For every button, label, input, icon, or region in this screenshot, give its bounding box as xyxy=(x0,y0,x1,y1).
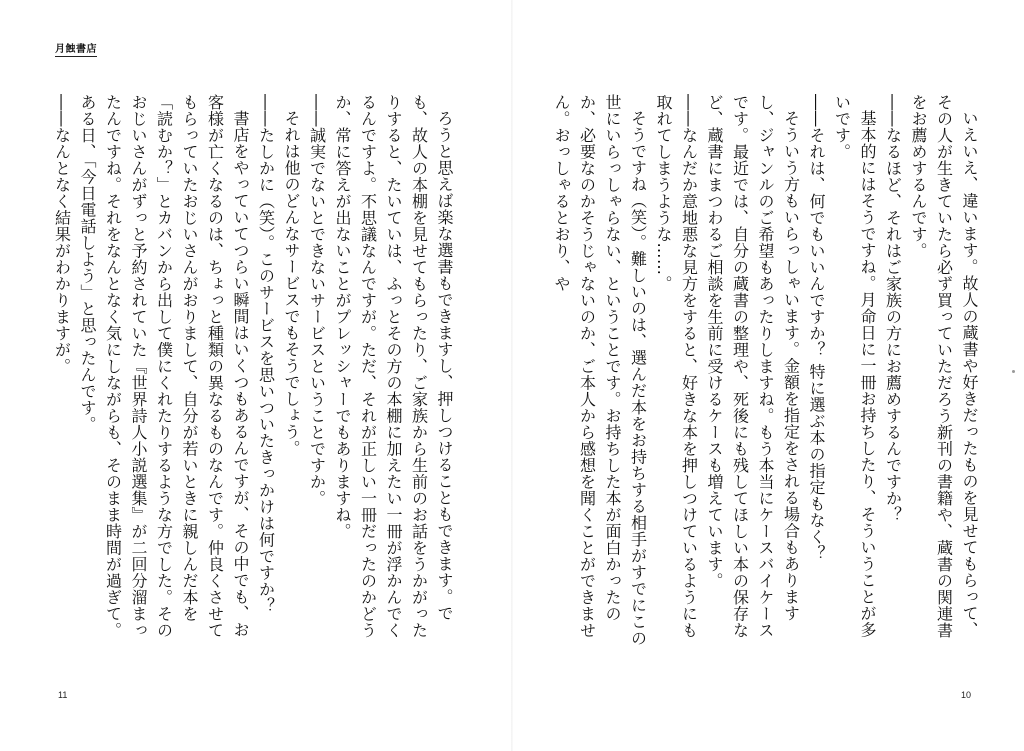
paragraph: 書店をやっていてつらい瞬間はいくつもあるんですが、その中でも、お客様が亡くなるのは、ちょっと種類の異なるものなんです。仲良くさせてもらっていたおじいさんがおりまして、自分が若いときに親しんだ本を「読むか？」とカバンから出して僕にくれたりするような方でした。そのおじいさんがずっと予約されていた『世界詩人小説選集』が二回分溜まったんですね。それをなんとなく気にしながらも、そのまま時間が過ぎて。ある日、「今日電話しよう」と思ったんです。 xyxy=(78,94,250,639)
paragraph: いえいえ、違います。故人の蔵書や好きだったものを見せてもらって、その人が生きていたら必ず買っていただろう新刊の書籍や、蔵書の関連書をお薦めするんです。 xyxy=(909,94,979,639)
left-page-body xyxy=(50,94,457,654)
edge-mark xyxy=(1012,370,1015,373)
right-page xyxy=(512,0,1024,751)
interviewer-question: ――誠実でないとできないサービスということですか。 xyxy=(307,94,327,507)
paragraph: それは他のどんなサービスでもそうでしょう。 xyxy=(282,110,301,457)
interviewer-question: ――なんとなく結果がわかりますが。 xyxy=(52,94,72,375)
interviewer-question: ――たしかに（笑）。このサービスを思いついたきっかけは何ですか？ xyxy=(256,94,276,614)
paragraph: 基本的にはそうですね。月命日に一冊お持ちしたり、そういうことが多いです。 xyxy=(832,94,877,638)
paragraph: そういう方もいらっしゃいます。金額を指定をされる場合もありますし、ジャンルのご希望もあったりしますね。もう本当にケースバイケースです。最近では、自分の蔵書の整理や、死後にも残してほしい本の保存など、蔵書にまつわるご相談を生前に受けるケースも増えています。 xyxy=(705,94,801,639)
interviewer-question: ――それは、何でもいいんですか？ 特に選ぶ本の指定もなく？ xyxy=(807,94,826,562)
paragraph: ろうと思えば楽な選書もできますし、押しつけることもできます。でも、故人の本棚を見せてもらったり、ご家族から生前のお話をうかがったりすると、たいていは、ふっとその方の本棚に加えたい一冊が浮かんでくるんですよ。不思議なんですが。ただ、それが正しい一冊だったのかどうか、常に答えが出ないことがプレッシャーでもありますね。 xyxy=(333,94,454,639)
page-number: 10 xyxy=(961,690,972,700)
right-page-body xyxy=(542,94,982,654)
paragraph: そうですね（笑）。難しいのは、選んだ本をお持ちする相手がすでにこの世にいらっしゃらない、ということです。お持ちした本が面白かったのか、必要なのかそうじゃないのか、ご本人から感想を聞くことができません。おっしゃるとおり、や xyxy=(552,94,648,647)
interviewer-question: ――なんだか意地悪な見方をすると、好きな本を押しつけているようにも取れてしまうような……。 xyxy=(654,94,699,639)
page-number: 11 xyxy=(58,690,68,700)
interviewer-question: ――なるほど、それはご家族の方にお薦めするんですか？ xyxy=(883,94,903,523)
running-head: 月蝕書店 xyxy=(55,40,97,57)
